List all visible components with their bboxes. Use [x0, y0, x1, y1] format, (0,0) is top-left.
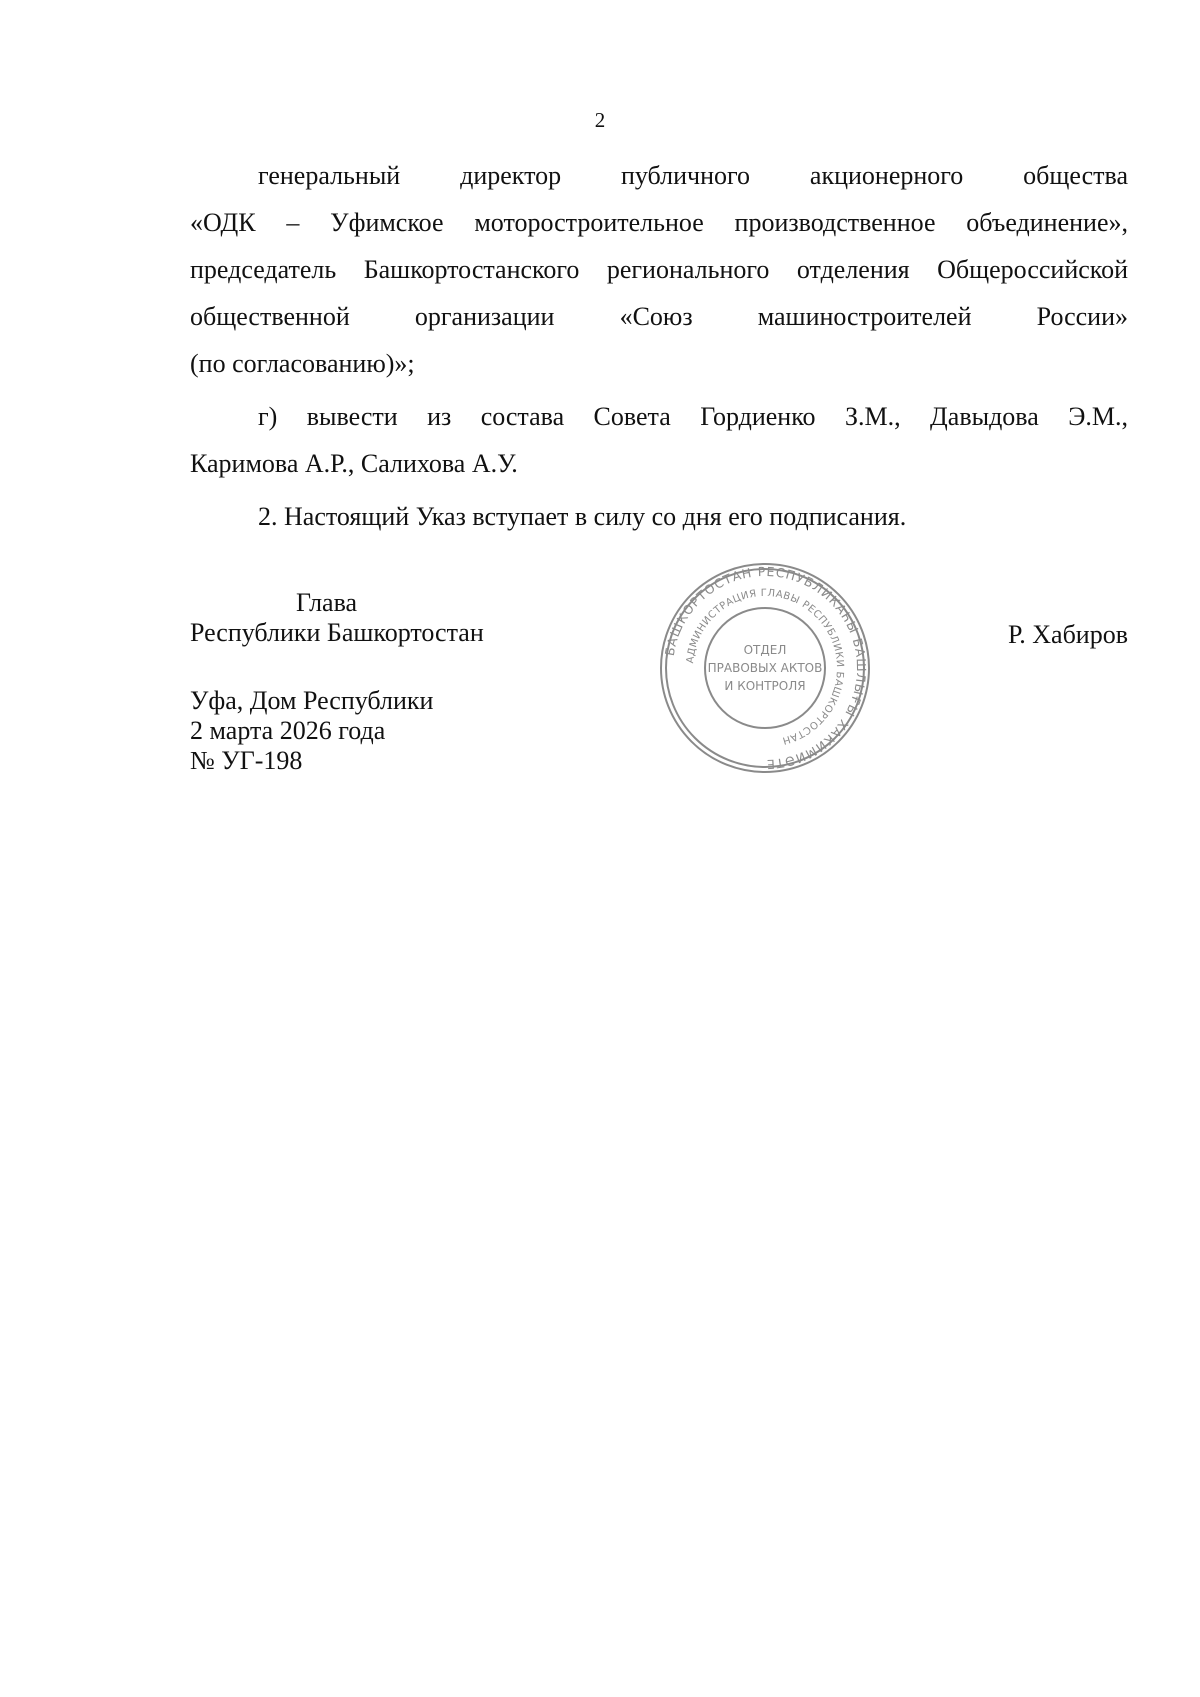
place-date-block	[190, 686, 433, 776]
stamp-center-line2: ПРАВОВЫХ АКТОВ	[707, 661, 823, 675]
text-line: (по согласованию)»;	[190, 349, 415, 378]
stamp-center-line3: И КОНТРОЛЯ	[724, 679, 806, 693]
paragraph-council-member	[190, 152, 1128, 387]
stamp-outer-text: БАШКОРТОСТАН РЕСПУБЛИКАҺЫ БАШЛЫҒЫ ХАКИМИӘТЕ	[661, 563, 870, 773]
signature-title-line1: Глава	[296, 588, 358, 617]
stamp-inner-text: АДМИНИСТРАЦИЯ ГЛАВЫ РЕСПУБЛИКИ БАШКОРТОСТАН	[685, 587, 846, 746]
text-line: Каримова А.Р., Салихова А.У.	[190, 449, 518, 478]
official-stamp	[650, 558, 880, 778]
place-location: Уфа, Дом Республики	[190, 686, 434, 715]
paragraph-effective-date	[190, 493, 1128, 540]
document-body	[190, 152, 1128, 540]
stamp-center-line1: ОТДЕЛ	[743, 643, 787, 657]
text-line: «ОДК – Уфимское моторостроительное производственное объединение»,	[190, 208, 1128, 237]
text-line: председатель Башкортостанского регионального отделения Общероссийской	[190, 255, 1128, 284]
signature-title-line2: Республики Башкортостан	[190, 618, 484, 647]
signer-name: Р. Хабиров	[1008, 620, 1128, 649]
page-number: 2	[594, 108, 606, 132]
document-date: 2 марта 2026 года	[190, 716, 386, 745]
text-line: общественной организации «Союз машиностроителей России»	[190, 302, 1128, 331]
text-line: генеральный директор публичного акционерного общества	[258, 161, 1128, 190]
document-number: № УГ-198	[190, 746, 303, 775]
paragraph-remove-members	[190, 393, 1128, 487]
text-line: г) вывести из состава Совета Гордиенко З.М., Давыдова Э.М.,	[258, 402, 1128, 431]
signature-title	[190, 588, 484, 648]
text-line: 2. Настоящий Указ вступает в силу со дня его подписания.	[258, 502, 907, 531]
